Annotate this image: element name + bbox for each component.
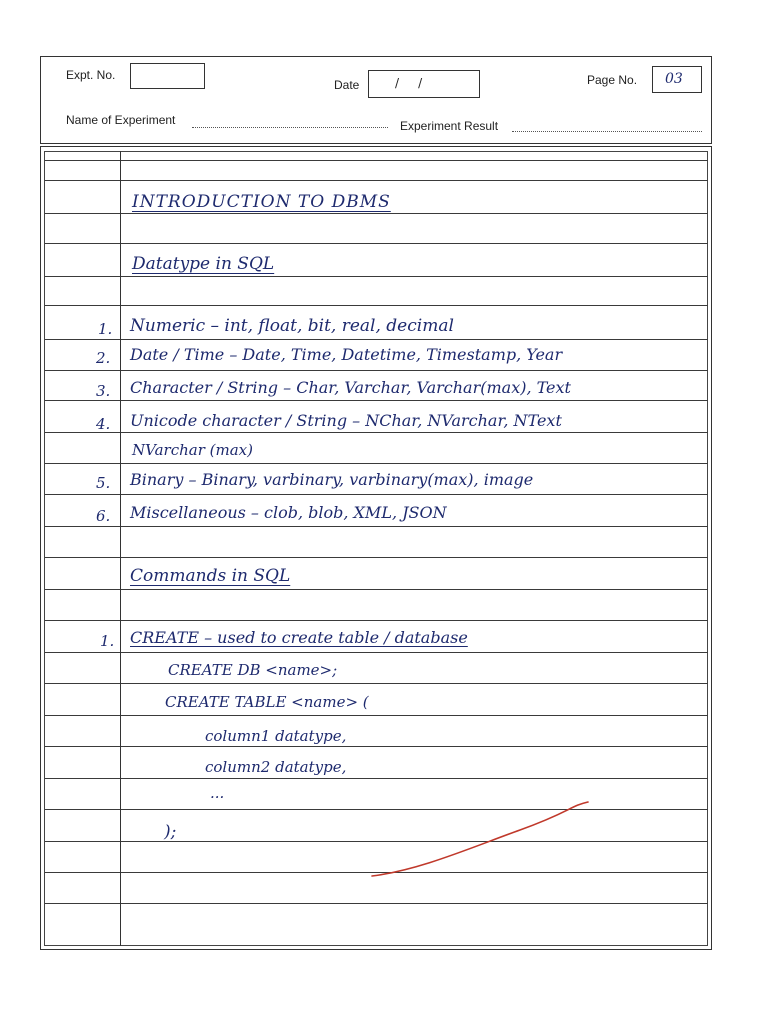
date-value: / / xyxy=(395,76,423,90)
code-line: column2 datatype, xyxy=(205,758,347,776)
section-heading-datatypes: Datatype in SQL xyxy=(132,254,275,274)
date-label: Date xyxy=(334,78,360,92)
page-title: INTRODUCTION TO DBMS xyxy=(132,192,391,212)
datatype-item-continuation: NVarchar (max) xyxy=(132,441,253,459)
code-line: column1 datatype, xyxy=(205,727,347,745)
datatype-item: Binary – Binary, varbinary, varbinary(max), image xyxy=(130,470,534,489)
code-line: ); xyxy=(164,822,177,842)
list-number: 3. xyxy=(96,382,111,400)
page-no-value: 03 xyxy=(665,71,683,87)
list-number: 5. xyxy=(96,474,111,492)
code-line: ... xyxy=(210,784,225,802)
section-heading-commands: Commands in SQL xyxy=(130,566,291,586)
name-of-experiment-label: Name of Experiment xyxy=(66,113,176,127)
experiment-result-label: Experiment Result xyxy=(400,119,499,133)
expt-no-label: Expt. No. xyxy=(66,68,116,82)
list-number: 2. xyxy=(96,349,111,367)
list-number: 1. xyxy=(100,632,115,650)
datatype-item: Miscellaneous – clob, blob, XML, JSON xyxy=(130,503,447,522)
list-number: 4. xyxy=(96,415,111,433)
datatype-item: Numeric – int, float, bit, real, decimal xyxy=(130,316,454,336)
list-number: 1. xyxy=(98,320,113,338)
datatype-item: Character / String – Char, Varchar, Varchar(max), Text xyxy=(130,378,571,397)
code-line: CREATE TABLE <name> ( xyxy=(165,693,369,711)
page-no-label: Page No. xyxy=(587,73,638,87)
code-line: CREATE DB <name>; xyxy=(168,661,338,679)
datatype-item: Date / Time – Date, Time, Datetime, Timestamp, Year xyxy=(130,345,563,364)
datatype-item: Unicode character / String – NChar, NVarchar, NText xyxy=(130,411,562,430)
command-heading: CREATE – used to create table / database xyxy=(130,628,468,647)
list-number: 6. xyxy=(96,507,111,525)
